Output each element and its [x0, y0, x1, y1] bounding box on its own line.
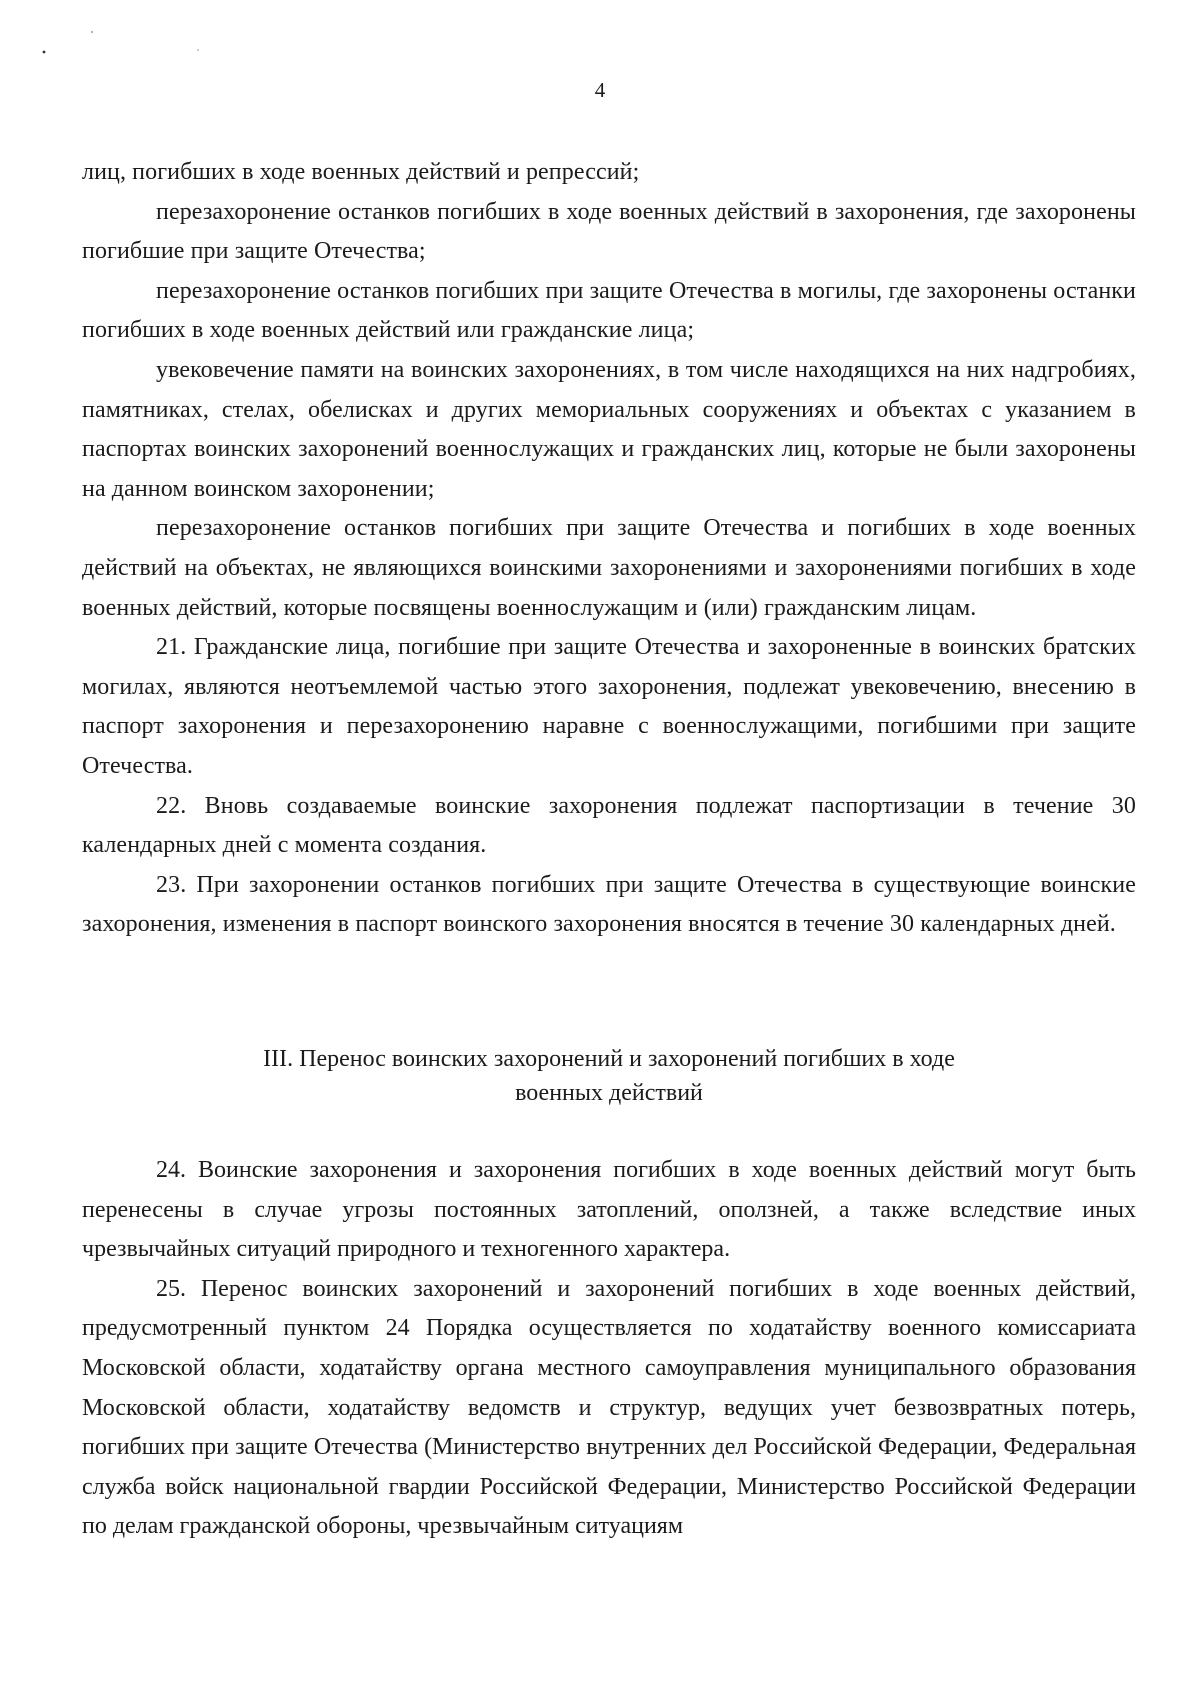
paragraph-reburial-defenders: перезахоронение останков погибших при защите Отечества в могилы, где захоронены останки погибших в ходе военных действий или гражданские лица;	[82, 277, 1136, 344]
clause-25: 25. Перенос воинских захоронений и захоронений погибших в ходе военных действий, предусмотренный пунктом 24 Порядка осуществляется по ходатайству военного комиссариата Московской области, ходатайству органа местного самоуправления муниципального образования Московской области, ходатайству ведомств и структур, ведущих учет безвозвратных потерь, погибших при защите Отечества (Министерство внутренних дел Российской Федерации, Федеральная служба войск национальной гвардии Российской Федерации, Министерство Российской Федерации по делам гражданской обороны, чрезвычайным ситуациям	[82, 1275, 1136, 1540]
scan-artifact-marks	[0, 0, 220, 70]
page-number: 4	[594, 78, 606, 102]
clause-22: 22. Вновь создаваемые воинские захоронения подлежат паспортизации в течение 30 календарных дней с момента создания.	[82, 792, 1136, 859]
section-heading-line-1: III. Перенос воинских захоронений и захоронений погибших в ходе	[263, 1046, 955, 1072]
paragraph-memorialization: увековечение памяти на воинских захоронениях, в том числе находящихся на них надгробиях, памятниках, стелах, обелисках и других мемориальных сооружениях и объектах с указанием в паспортах воинских захоронений военнослужащих и гражданских лиц, которые не были захоронены на данном воинском захоронении;	[82, 356, 1136, 502]
clause-24: 24. Воинские захоронения и захоронения погибших в ходе военных действий могут быть перенесены в случае угрозы постоянных затоплений, оползней, а также вследствие иных чрезвычайных ситуаций природного и техногенного характера.	[82, 1157, 1136, 1263]
clause-21: 21. Гражданские лица, погибшие при защите Отечества и захороненные в воинских братских могилах, являются неотъемлемой частью этого захоронения, подлежат увековечению, внесению в паспорт захоронения и перезахоронению наравне с военнослужащими, погибшими при защите Отечества.	[82, 634, 1136, 779]
section-heading-block	[82, 1042, 1136, 1110]
document-body-upper	[82, 153, 1136, 945]
clause-23: 23. При захоронении останков погибших при защите Отечества в существующие воинские захоронения, изменения в паспорт воинского захоронения вносятся в течение 30 календарных дней.	[82, 871, 1136, 938]
paragraph-reburial-war-victims: перезахоронение останков погибших в ходе военных действий в захоронения, где захоронены погибшие при защите Отечества;	[82, 198, 1136, 265]
document-body-lower	[82, 1151, 1136, 1547]
section-heading	[82, 1042, 1136, 1110]
paragraph-continuation: лиц, погибших в ходе военных действий и репрессий;	[82, 159, 640, 185]
paragraph-reburial-non-military-sites: перезахоронение останков погибших при защите Отечества и погибших в ходе военных действий на объектах, не являющихся воинскими захоронениями и захоронениями погибших в ходе военных действий, которые посвящены военнослужащим и (или) гражданским лицам.	[82, 515, 1136, 621]
section-heading-line-2: военных действий	[515, 1080, 703, 1106]
